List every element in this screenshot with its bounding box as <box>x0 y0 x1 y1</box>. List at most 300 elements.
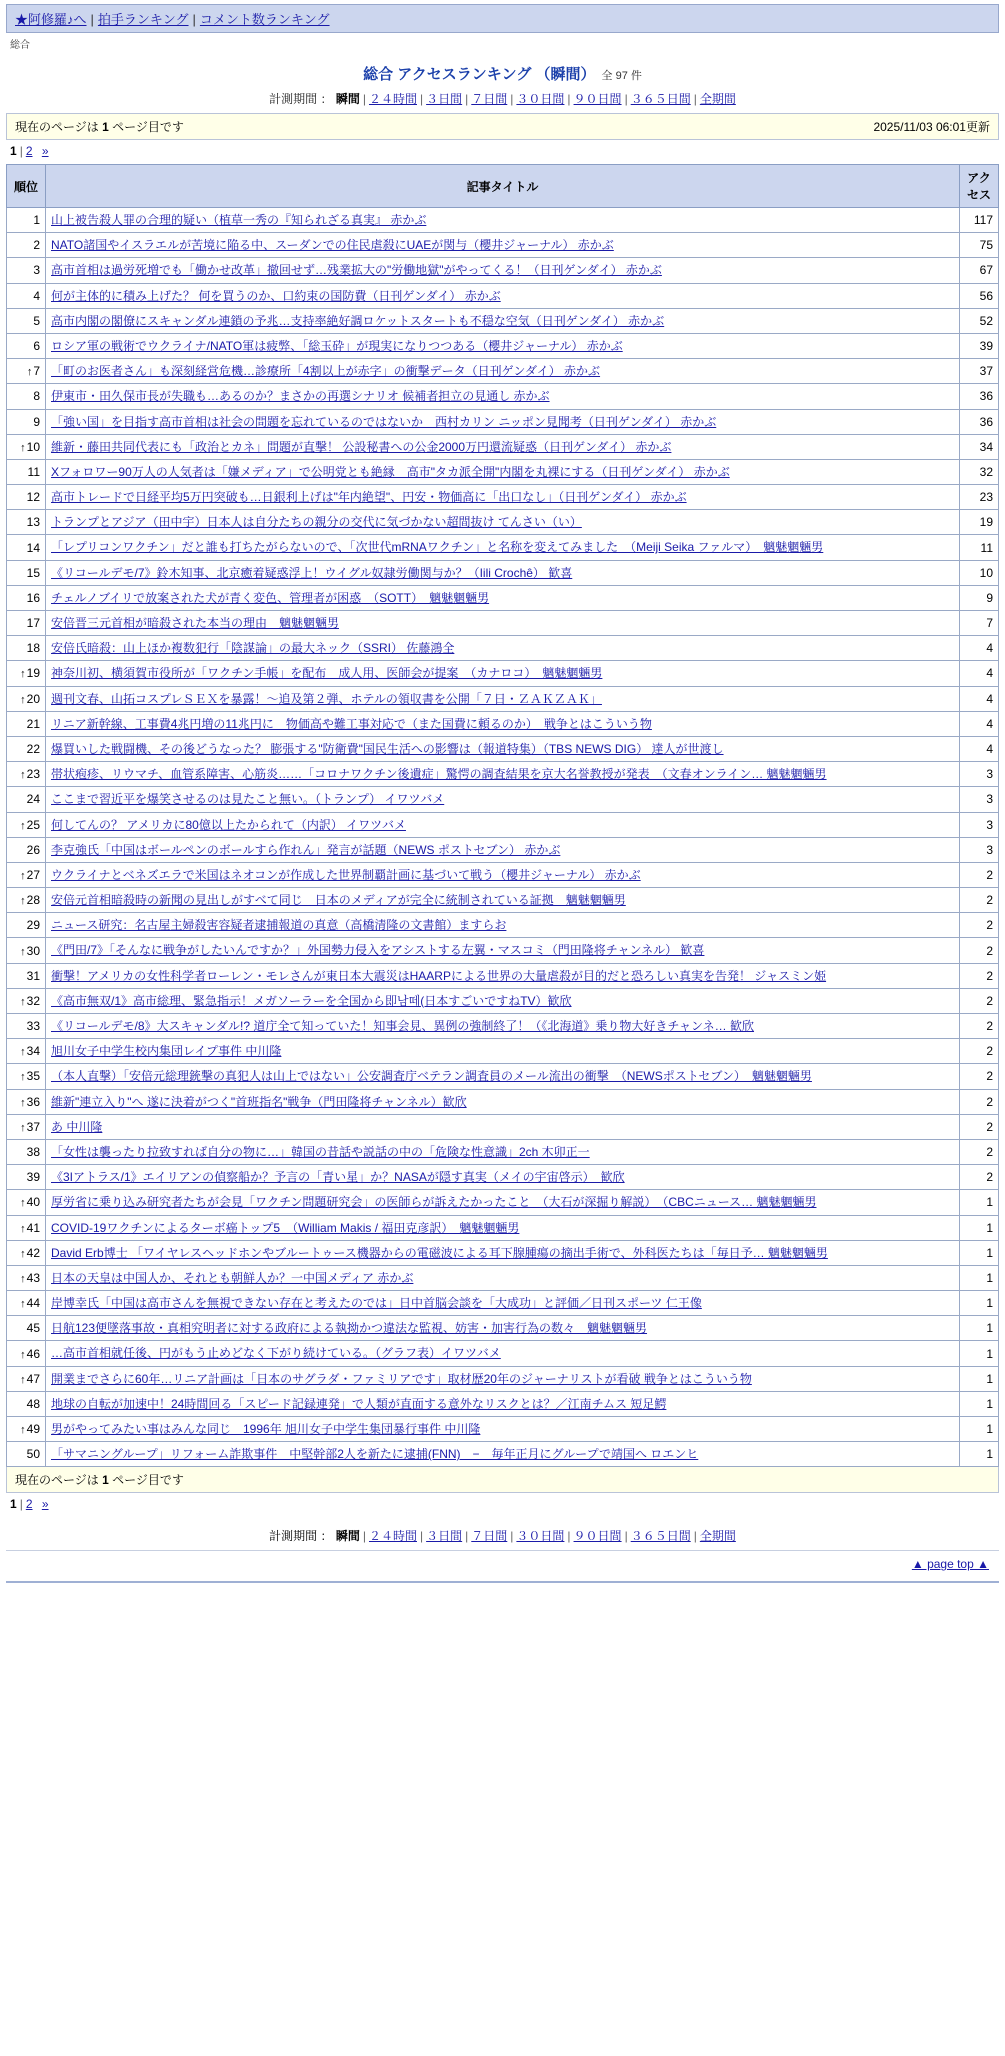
row-access-count: 1 <box>960 1442 999 1467</box>
article-title-link[interactable]: 《門田/7》「そんなに戦争がしたいんですか？」外国勢力侵入をアシストする左翼・マスコミ（門田隆将チャンネル） 歓喜 <box>51 943 705 958</box>
rank-number: 6 <box>33 339 40 354</box>
row-title-cell <box>46 611 960 636</box>
row-access-count: 2 <box>960 1014 999 1039</box>
article-title-link[interactable]: 「レプリコンワクチン」だと誰も打ちたがらないので、「次世代mRNAワクチン」と名称を変えてみました （Meiji Seika ファルマ） 魑魅魍魎男 <box>51 540 824 555</box>
table-row <box>7 1291 999 1316</box>
table-row <box>7 258 999 283</box>
row-access-count: 3 <box>960 812 999 837</box>
row-rank <box>7 1165 46 1190</box>
row-title-cell <box>46 208 960 233</box>
row-access-count: 4 <box>960 636 999 661</box>
fbar5: | <box>567 1529 571 1544</box>
page-status-prefix: 現在のページは <box>15 120 99 134</box>
row-title-cell <box>46 1265 960 1290</box>
article-title-link[interactable]: 男がやってみたい事はみんな同じ＿1996年 旭川女子中学生集団暴行事件 中川隆 <box>51 1422 481 1436</box>
row-access-count: 2 <box>960 1089 999 1114</box>
row-rank <box>7 510 46 535</box>
table-row <box>7 611 999 636</box>
article-title-link[interactable]: （本人直撃）「安倍元総理銃撃の真犯人は山上ではない」公安調査庁ベテラン調査員のメール流出の衝撃 （NEWSポストセブン） 魑魅魍魎男 <box>51 1069 812 1084</box>
article-title-link[interactable]: ロシア軍の戦術でウクライナ/NATO軍は疲弊、「総玉砕」が現実になりつつある（櫻井ジャーナル） 赤かぶ <box>51 338 623 353</box>
period-selector-footer <box>6 1517 999 1550</box>
article-title-link[interactable]: 厚労省に乗り込み研究者たちが会見「ワクチン問題研究会」の医師らが訴えたかったこと （大石が深掘り解説） （CBCニュース… 魑魅魍魎男 <box>51 1195 817 1210</box>
rank-number: 42 <box>26 1245 40 1260</box>
row-title-cell <box>46 762 960 787</box>
rank-number: 19 <box>26 666 40 681</box>
table-row <box>7 762 999 787</box>
article-title-link[interactable]: 地球の自転が加速中！24時間回る「スピード記録連発」で人類が直面する意外なリスクとは？／江南チムス 短足鰐 <box>51 1396 667 1411</box>
rank-number: 20 <box>26 691 40 706</box>
pagination-top <box>6 140 999 164</box>
rank-number: 24 <box>26 792 40 807</box>
row-rank <box>7 333 46 358</box>
rank-up-icon: ↑ <box>20 1272 26 1285</box>
rank-up-icon: ↑ <box>20 1096 26 1109</box>
table-row <box>7 1014 999 1039</box>
pagination-bar: | <box>19 144 23 158</box>
row-access-count: 1 <box>960 1366 999 1391</box>
period-bar-4: | <box>510 92 514 106</box>
row-rank <box>7 585 46 610</box>
row-rank <box>7 787 46 812</box>
rank-number: 35 <box>26 1069 40 1084</box>
row-title-cell <box>46 1417 960 1442</box>
article-title-link[interactable]: 衝撃！アメリカの女性科学者ローレン・モレさんが東日本大震災はHAARPによる世界の大量虐殺が目的だと恐ろしい真実を告発！ ジャスミン姫 <box>51 968 827 983</box>
row-access-count: 75 <box>960 233 999 258</box>
rank-number: 13 <box>26 515 40 530</box>
rank-up-icon: ↑ <box>20 1121 26 1134</box>
row-access-count: 1 <box>960 1190 999 1215</box>
rank-number: 14 <box>26 540 40 555</box>
row-title-cell <box>46 384 960 409</box>
row-title-cell <box>46 787 960 812</box>
row-title-cell <box>46 661 960 686</box>
row-title-cell <box>46 459 960 484</box>
row-title-cell <box>46 963 960 988</box>
row-rank <box>7 535 46 560</box>
period-90d-footer[interactable]: ９０日間 <box>573 1529 622 1544</box>
row-access-count: 36 <box>960 409 999 434</box>
table-row <box>7 988 999 1013</box>
row-title-cell <box>46 711 960 736</box>
article-title-link[interactable]: 安倍晋三元首相が暗殺された本当の理由 魑魅魍魎男 <box>51 616 340 630</box>
period-30d[interactable]: ３０日間 <box>516 92 565 106</box>
total-count: 全 97 件 <box>601 70 642 82</box>
row-title-cell <box>46 359 960 384</box>
row-title-cell <box>46 1165 960 1190</box>
row-access-count: 2 <box>960 888 999 913</box>
rank-number: 5 <box>33 313 40 328</box>
row-access-count: 67 <box>960 258 999 283</box>
article-title-link[interactable]: COVID-19ワクチンによるターボ癌トップ5 （William Makis / 福田克彦訳） 魑魅魍魎男 <box>51 1220 520 1235</box>
row-access-count: 4 <box>960 736 999 761</box>
pagination-current-page-bottom: 1 <box>10 1497 17 1512</box>
table-row <box>7 636 999 661</box>
row-access-count: 2 <box>960 988 999 1013</box>
page-top-bar <box>6 1550 999 1575</box>
period-bar-7: | <box>693 92 697 106</box>
table-row <box>7 560 999 585</box>
nav-home-link[interactable]: ★阿修羅♪へ <box>15 12 87 27</box>
page-top-link[interactable]: ▲ page top ▲ <box>911 1557 989 1572</box>
row-title-cell <box>46 560 960 585</box>
row-title-cell <box>46 1139 960 1164</box>
rank-up-icon: ↑ <box>20 995 26 1008</box>
row-access-count: 1 <box>960 1215 999 1240</box>
article-title-link[interactable]: 高市首相は過労死増でも「働かせ改革」撤回せず…残業拡大の"労働地獄"がやってくる！（日刊ゲンダイ） 赤かぶ <box>51 263 662 278</box>
row-access-count: 2 <box>960 1039 999 1064</box>
pagination-page-2[interactable]: 2 <box>25 144 33 158</box>
table-row <box>7 1190 999 1215</box>
row-access-count: 1 <box>960 1240 999 1265</box>
row-title-cell <box>46 736 960 761</box>
article-title-link[interactable]: 爆買いした戦闘機、その後どうなった？ 膨張する"防衛費"国民生活への影響は（報道特集）（TBS NEWS DIG） 達人が世渡し <box>51 741 724 756</box>
row-rank <box>7 837 46 862</box>
row-rank <box>7 1039 46 1064</box>
ranking-table <box>6 164 999 1467</box>
rank-number: 46 <box>26 1346 40 1361</box>
row-title-cell <box>46 1215 960 1240</box>
rank-number: 47 <box>26 1371 40 1386</box>
table-row <box>7 585 999 610</box>
table-row <box>7 233 999 258</box>
pagination-next-icon[interactable]: » <box>41 144 49 158</box>
row-title-cell <box>46 913 960 938</box>
rank-number: 7 <box>33 364 40 379</box>
row-rank <box>7 459 46 484</box>
rank-up-icon: ↑ <box>20 1373 26 1386</box>
breadcrumb: 総合 <box>10 40 30 51</box>
table-row <box>7 812 999 837</box>
period-3d[interactable]: ３日間 <box>426 92 463 106</box>
row-rank <box>7 1014 46 1039</box>
rank-number: 30 <box>26 943 40 958</box>
row-rank <box>7 208 46 233</box>
page-status-text-bottom <box>15 1471 184 1488</box>
rank-up-icon: ↑ <box>20 1247 26 1260</box>
row-access-count: 2 <box>960 938 999 963</box>
article-title-link[interactable]: 旭川女子中学生校内集団レイプ事件 中川隆 <box>51 1044 282 1059</box>
article-title-link[interactable]: …高市首相就任後、円がもう止めどなく下がり続けている。（グラフ表）イワツバメ <box>51 1346 501 1361</box>
article-title-link[interactable]: 《3Iアトラス/1》エイリアンの偵察船か？予言の「青い星」か？NASAが隠す真実（メイの宇宙啓示） 歓欣 <box>51 1170 625 1185</box>
page-status-number: 1 <box>102 120 109 134</box>
rank-number: 48 <box>26 1396 40 1411</box>
row-rank <box>7 308 46 333</box>
pagination-page-2-bottom[interactable]: 2 <box>25 1497 33 1512</box>
period-365d-footer[interactable]: ３６５日間 <box>630 1529 691 1544</box>
row-title-cell <box>46 535 960 560</box>
table-row <box>7 711 999 736</box>
rank-number: 32 <box>26 993 40 1008</box>
row-access-count: 4 <box>960 711 999 736</box>
page-status-prefix-bottom: 現在のページは <box>15 1473 99 1488</box>
row-title-cell <box>46 837 960 862</box>
row-access-count: 39 <box>960 333 999 358</box>
row-access-count: 3 <box>960 762 999 787</box>
row-title-cell <box>46 434 960 459</box>
rank-up-icon: ↑ <box>20 1222 26 1235</box>
row-title-cell <box>46 1442 960 1467</box>
article-title-link[interactable]: 「サマニングループ」リフォーム詐欺事件 中堅幹部2人を新たに逮捕(FNN) − 毎年正月にグループで靖国へ ロエンヒ <box>51 1447 699 1462</box>
rank-number: 50 <box>26 1447 40 1462</box>
rank-number: 37 <box>26 1119 40 1134</box>
table-row <box>7 661 999 686</box>
rank-number: 27 <box>26 867 40 882</box>
table-row <box>7 208 999 233</box>
rank-number: 29 <box>26 918 40 933</box>
rank-number: 25 <box>26 817 40 832</box>
rank-up-icon: ↑ <box>20 895 26 908</box>
row-rank <box>7 963 46 988</box>
pagination-bottom <box>6 1493 999 1517</box>
rank-number: 28 <box>26 893 40 908</box>
article-title-link[interactable]: 何してんの？ アメリカに80億以上たかられて（内訳） イワツバメ <box>51 817 406 832</box>
row-title-cell <box>46 1114 960 1139</box>
table-row <box>7 1240 999 1265</box>
table-row <box>7 787 999 812</box>
article-title-link[interactable]: 維新"連立入り"へ 遂に決着がつく"首班指名"戦争（門田隆将チャンネル）歓欣 <box>51 1094 467 1109</box>
article-title-link[interactable]: 《高市無双/1》高市総理、緊急指示！メガソーラーを全国から即남떼(日本すごいですねTV）歓欣 <box>51 993 572 1008</box>
article-title-link[interactable]: あ 中川隆 <box>51 1119 103 1134</box>
period-3d-footer[interactable]: ３日間 <box>426 1529 463 1544</box>
row-rank <box>7 1291 46 1316</box>
row-rank <box>7 611 46 636</box>
article-title-link[interactable]: 《リコールデモ/7》鈴木知事、北京癒着疑惑浮上！ウイグル奴隷労働関与か？（Iili Crochê） 歓喜 <box>51 565 573 580</box>
row-access-count: 2 <box>960 1114 999 1139</box>
rank-number: 8 <box>33 389 40 404</box>
row-access-count: 4 <box>960 686 999 711</box>
row-title-cell <box>46 1366 960 1391</box>
period-365d[interactable]: ３６５日間 <box>630 92 691 106</box>
article-title-link[interactable]: 「女性は襲ったり拉致すれば自分の物に…」韓国の昔話や説話の中の「危険な性意識」2ch 木卯正一 <box>51 1144 590 1159</box>
period-bar-6: | <box>624 92 628 106</box>
bottom-divider <box>6 1581 999 1585</box>
row-access-count: 2 <box>960 1139 999 1164</box>
page-status-text <box>15 118 184 135</box>
row-rank <box>7 1366 46 1391</box>
row-rank <box>7 636 46 661</box>
row-title-cell <box>46 1089 960 1114</box>
row-access-count: 117 <box>960 208 999 233</box>
period-bar-3: | <box>465 92 469 106</box>
row-rank <box>7 1089 46 1114</box>
row-title-cell <box>46 409 960 434</box>
article-title-link[interactable]: 高市内閣の閣僚にスキャンダル連鎖の予兆…支持率絶好調ロケットスタートも不穏な空気（日刊ゲンダイ） 赤かぶ <box>51 313 665 328</box>
table-row <box>7 384 999 409</box>
rank-number: 49 <box>26 1422 40 1437</box>
top-navigation-bar <box>6 4 999 33</box>
rank-up-icon: ↑ <box>20 769 26 782</box>
rank-number: 26 <box>26 842 40 857</box>
article-title-link[interactable]: 日本の天皇は中国人か、それとも朝鮮人か？一中国メディア 赤かぶ <box>51 1270 414 1285</box>
article-title-link[interactable]: 開業までさらに60年…リニア計画は「日本のサグラダ・ファミリアです」取材歴20年のジャーナリストが看破 戦争とはこういう物 <box>51 1371 752 1386</box>
fbar6: | <box>624 1529 628 1544</box>
row-title-cell <box>46 938 960 963</box>
article-title-link[interactable]: トランプとアジア（田中宇）日本人は自分たちの親分の交代に気づかない超間抜け てんさい（い） <box>51 515 582 530</box>
row-rank <box>7 283 46 308</box>
row-access-count: 9 <box>960 585 999 610</box>
pagination-bar-bottom: | <box>19 1497 23 1512</box>
table-row <box>7 1039 999 1064</box>
period-bar-5: | <box>567 92 571 106</box>
period-90d[interactable]: ９０日間 <box>573 92 622 106</box>
row-access-count: 1 <box>960 1291 999 1316</box>
rank-number: 17 <box>26 616 40 631</box>
row-rank <box>7 938 46 963</box>
row-rank <box>7 988 46 1013</box>
table-row <box>7 686 999 711</box>
rank-number: 23 <box>26 767 40 782</box>
table-row <box>7 1089 999 1114</box>
table-row <box>7 459 999 484</box>
row-access-count: 1 <box>960 1265 999 1290</box>
page-status-bar-bottom <box>6 1467 999 1493</box>
article-title-link[interactable]: 週刊文春、山拓コスプレＳＥＸを暴露！～追及第２弾、ホテルの領収書を公開「７日・ＺＡＫＺＡＫ」 <box>51 691 602 706</box>
article-title-link[interactable]: チェルノブイリで放案された犬が青く変色、管理者が困惑 （SOTT） 魑魅魍魎男 <box>51 590 490 605</box>
rank-number: 34 <box>26 1044 40 1059</box>
table-row <box>7 1366 999 1391</box>
period-7d[interactable]: ７日間 <box>471 92 508 106</box>
table-row <box>7 862 999 887</box>
article-title-link[interactable]: 帯状疱疹、リウマチ、血管系障害、心筋炎……「コロナワクチン後遺症」驚愕の調査結果を京大名誉教授が発表 （文春オンライン… 魑魅魍魎男 <box>51 767 827 782</box>
table-row <box>7 1215 999 1240</box>
table-row <box>7 1165 999 1190</box>
table-row <box>7 888 999 913</box>
row-rank <box>7 409 46 434</box>
row-rank <box>7 1215 46 1240</box>
page-status-number-bottom: 1 <box>102 1473 109 1488</box>
pagination-bar-2-bottom <box>36 1497 39 1511</box>
article-title-link[interactable]: 「町のお医者さん」も深刻経営危機…診療所「4割以上が赤字」の衝撃データ（日刊ゲンダイ） 赤かぶ <box>51 364 601 379</box>
period-24h[interactable]: ２４時間 <box>368 92 417 106</box>
rank-up-icon: ↑ <box>20 441 26 454</box>
table-row <box>7 736 999 761</box>
table-row <box>7 1417 999 1442</box>
rank-number: 16 <box>26 590 40 605</box>
row-rank <box>7 258 46 283</box>
row-title-cell <box>46 333 960 358</box>
row-title-cell <box>46 812 960 837</box>
rank-number: 4 <box>33 288 40 303</box>
article-title-link[interactable]: 山上被告殺人罪の合理的疑い（植草一秀の『知られざる真実』 赤かぶ <box>51 213 427 227</box>
row-rank <box>7 1064 46 1089</box>
period-all-footer[interactable]: 全期間 <box>699 1529 736 1544</box>
row-access-count: 2 <box>960 1064 999 1089</box>
nav-comment-ranking-link[interactable]: コメント数ランキング <box>199 12 330 27</box>
row-access-count: 23 <box>960 485 999 510</box>
period-selector <box>6 86 999 113</box>
article-title-link[interactable]: 神奈川初、横須賀市役所が「ワクチン手帳」を配布 成人用、医師会が提案 （カナロコ） 魑魅魍魎男 <box>51 666 603 681</box>
row-access-count: 56 <box>960 283 999 308</box>
table-row <box>7 409 999 434</box>
fbar1: | <box>362 1529 366 1544</box>
table-row <box>7 837 999 862</box>
table-row <box>7 1391 999 1416</box>
table-row <box>7 308 999 333</box>
rank-up-icon: ↑ <box>26 366 33 379</box>
page-title-block <box>6 57 999 86</box>
period-24h-footer[interactable]: ２４時間 <box>368 1529 417 1544</box>
row-rank <box>7 1265 46 1290</box>
pagination-current-page: 1 <box>10 144 17 158</box>
rank-number: 31 <box>26 968 40 983</box>
row-access-count: 1 <box>960 1417 999 1442</box>
pagination-next-icon-bottom[interactable]: » <box>41 1497 49 1512</box>
period-label: 計測期間 ： <box>269 92 333 106</box>
row-rank <box>7 812 46 837</box>
rank-up-icon: ↑ <box>20 1348 26 1361</box>
row-title-cell <box>46 585 960 610</box>
page-status-suffix-bottom: ページ目です <box>112 1473 184 1488</box>
article-title-link[interactable]: 安倍氏暗殺：山上ほか複数犯行「陰謀論」の最大ネック（SSRI） 佐藤鴻全 <box>51 641 455 656</box>
row-title-cell <box>46 1391 960 1416</box>
article-title-link[interactable]: ウクライナとベネズエラで米国はネオコンが作成した世界制覇計画に基づいて戦う（櫻井ジャーナル） 赤かぶ <box>51 867 641 882</box>
row-rank <box>7 1341 46 1366</box>
table-row <box>7 359 999 384</box>
article-title-link[interactable]: 伊東市・田久保市長が失職も…あるのか？まさかの再選シナリオ 候補者担立の見通し 赤かぶ <box>51 389 550 404</box>
row-title-cell <box>46 862 960 887</box>
article-title-link[interactable]: NATO諸国やイスラエルが苦境に陥る中、スーダンでの住民虐殺にUAEが関与（櫻井ジャーナル） 赤かぶ <box>51 238 614 253</box>
row-access-count: 1 <box>960 1316 999 1341</box>
row-title-cell <box>46 636 960 661</box>
article-title-link[interactable]: 《リコールデモ/8》大スキャンダル!? 道庁全て知っていた！知事会見、異例の強制終了！（《北海道》乗り物大好きチャンネ… 歓欣 <box>51 1019 755 1033</box>
article-title-link[interactable]: 日航123便墜落事故・真相究明者に対する政府による執拗かつ違法な監視、妨害・加害行為の数々 魑魅魍魎男 <box>51 1321 648 1336</box>
row-title-cell <box>46 1316 960 1341</box>
row-access-count: 37 <box>960 359 999 384</box>
article-title-link[interactable]: 維新・藤田共同代表にも「政治とカネ」問題が直撃！ 公設秘書への公金2000万円還流疑惑（日刊ゲンダイ） 赤かぶ <box>51 439 672 454</box>
row-access-count: 19 <box>960 510 999 535</box>
fbar4: | <box>510 1529 514 1544</box>
row-rank <box>7 1240 46 1265</box>
article-title-link[interactable]: 李克強氏「中国はボールペンのボールすら作れん」発言が話題（NEWS ポストセブン） 赤かぶ <box>51 842 561 857</box>
row-access-count: 2 <box>960 862 999 887</box>
article-title-link[interactable]: 何が主体的に積み上げた？ 何を買うのか、口約束の国防費（日刊ゲンダイ） 赤かぶ <box>51 288 501 303</box>
nav-applause-ranking-link[interactable]: 拍手ランキング <box>97 12 189 27</box>
row-access-count: 2 <box>960 1165 999 1190</box>
rank-up-icon: ↑ <box>20 945 26 958</box>
period-all[interactable]: 全期間 <box>699 92 736 106</box>
row-rank <box>7 888 46 913</box>
table-row <box>7 1316 999 1341</box>
article-title-link[interactable]: Xフォロワー90万人の人気者は「嫌メディア」で公明党とも絶縁 高市"タカ派全開"内閣を丸裸にする（日刊ゲンダイ） 赤かぶ <box>51 464 730 479</box>
article-title-link[interactable]: 高市トレードで日経平均5万円突破も…日銀利上げは"年内絶望"、円安・物価高に「出口なし」（日刊ゲンダイ） 赤かぶ <box>51 490 687 505</box>
article-title-link[interactable]: ニュース研究：名古屋主婦殺害容疑者逮捕報道の真意（高橋清隆の文書館）ますらお <box>51 918 507 933</box>
article-title-link[interactable]: 「強い国」を目指す高市首相は社会の問題を忘れているのではないか 西村カリン ニッポン見聞考（日刊ゲンダイ） 赤かぶ <box>51 414 717 429</box>
rank-number: 45 <box>26 1321 40 1336</box>
table-row <box>7 1064 999 1089</box>
period-30d-footer[interactable]: ３０日間 <box>516 1529 565 1544</box>
page-status-suffix: ページ目です <box>112 120 184 134</box>
nav-separator-2: | <box>192 12 196 27</box>
row-title-cell <box>46 510 960 535</box>
row-rank <box>7 736 46 761</box>
article-title-link[interactable]: 岸博幸氏「中国は高市さんを無視できない存在と考えたのでは」日中首脳会談を「大成功」と評価／日刊スポーツ 仁王像 <box>51 1296 702 1311</box>
rank-number: 1 <box>33 213 40 228</box>
row-access-count: 11 <box>960 535 999 560</box>
table-row <box>7 938 999 963</box>
row-rank <box>7 686 46 711</box>
period-current: 瞬間 <box>335 92 360 106</box>
row-rank <box>7 661 46 686</box>
article-title-link[interactable]: David Erb博士 「ワイヤレスヘッドホンやブルートゥース機器からの電磁波による耳下腺腫瘍の摘出手術で、外科医たちは「毎日予… 魑魅魍魎男 <box>51 1245 828 1260</box>
page-status-bar <box>6 113 999 140</box>
row-access-count: 1 <box>960 1391 999 1416</box>
rank-number: 2 <box>33 238 40 253</box>
article-title-link[interactable]: リニア新幹線、工事費4兆円増の11兆円に 物価高や難工事対応で（また国費に頼るのか） 戦争とはこういう物 <box>51 716 652 731</box>
article-title-link[interactable]: 安倍元首相暗殺時の新聞の見出しがすべて同じ 日本のメディアが完全に統制されている証拠 魑魅魍魎男 <box>51 893 626 908</box>
period-7d-footer[interactable]: ７日間 <box>471 1529 508 1544</box>
article-title-link[interactable]: ここまで習近平を爆笑させるのは見たこと無い。（トランプ） イワツバメ <box>51 792 445 807</box>
table-row <box>7 434 999 459</box>
